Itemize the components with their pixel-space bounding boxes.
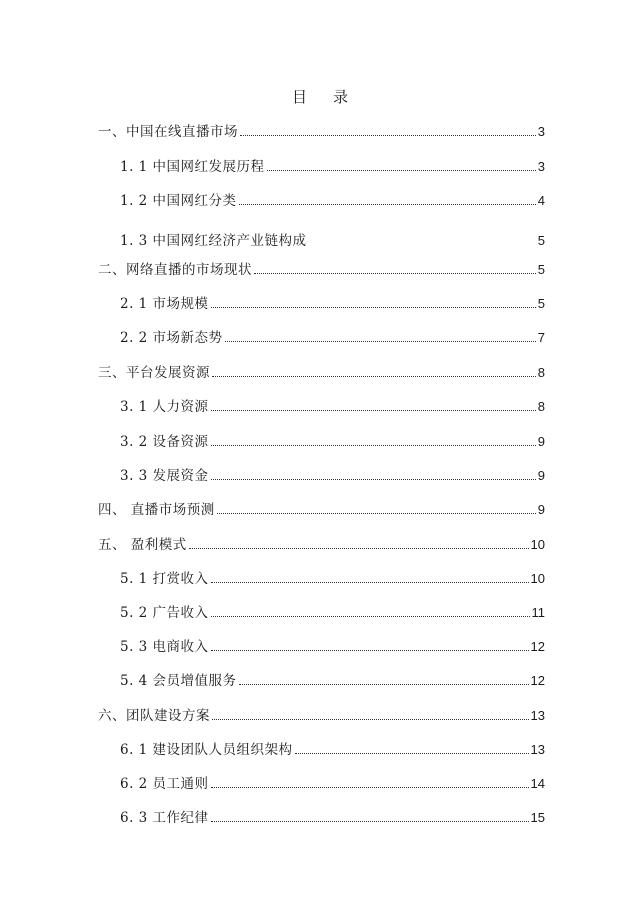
dot-leader <box>211 649 529 651</box>
toc-entry[interactable] <box>120 430 545 450</box>
toc-entry[interactable] <box>120 326 545 346</box>
toc-entry-page: 7 <box>537 330 545 345</box>
dot-leader <box>267 169 536 171</box>
toc-entry-label: 5. 2 广告收入 <box>120 605 209 621</box>
toc-entry-label: 一、中国在线直播市场 <box>98 124 238 140</box>
toc-entry[interactable] <box>120 189 545 209</box>
dot-leader <box>240 134 536 136</box>
toc-entry-label: 1. 3 中国网红经济产业链构成 <box>120 233 307 249</box>
toc-entry-page: 3 <box>537 159 545 174</box>
toc-entry-label: 五、 盈利模式 <box>98 537 187 553</box>
toc-entry-page: 10 <box>530 537 545 552</box>
toc-entry-page: 13 <box>530 708 545 723</box>
toc-entry-label: 2. 1 市场规模 <box>120 296 209 312</box>
dot-leader <box>225 340 536 342</box>
toc-entry-page: 4 <box>537 193 545 208</box>
dot-leader <box>211 786 529 788</box>
toc-entry-page: 12 <box>530 639 545 654</box>
toc-entry-label: 2. 2 市场新态势 <box>120 330 223 346</box>
toc-entry[interactable] <box>98 533 545 553</box>
toc-entry-page: 12 <box>530 673 545 688</box>
toc-entry-page: 8 <box>537 399 545 414</box>
toc-entry-page: 9 <box>537 468 545 483</box>
toc-entry-page: 13 <box>530 742 545 757</box>
dot-leader <box>211 820 529 822</box>
toc-entry-label: 6. 2 员工通则 <box>120 776 209 792</box>
toc-entry[interactable] <box>120 395 545 415</box>
toc-entry-label: 1. 2 中国网红分类 <box>120 193 237 209</box>
toc-entry-label: 6. 1 建设团队人员组织架构 <box>120 742 293 758</box>
toc-entry[interactable] <box>120 229 545 249</box>
toc-entry-label: 5. 1 打赏收入 <box>120 571 209 587</box>
dot-leader <box>211 478 536 480</box>
toc-entry[interactable] <box>120 806 545 826</box>
toc-entry-page: 11 <box>531 605 545 620</box>
toc-entry-label: 三、平台发展资源 <box>98 365 210 381</box>
toc-title-part1: 目 <box>291 88 307 106</box>
toc-entry-label: 5. 4 会员增值服务 <box>120 673 237 689</box>
toc-entry-page: 9 <box>537 434 545 449</box>
toc-entry[interactable] <box>120 772 545 792</box>
toc-entry-label: 四、 直播市场预测 <box>98 502 215 518</box>
dot-leader <box>217 512 536 514</box>
dot-leader <box>295 752 529 754</box>
toc-entry-label: 3. 3 发展资金 <box>120 468 209 484</box>
toc-entry-page: 3 <box>537 124 545 139</box>
toc-entry-label: 二、网络直播的市场现状 <box>98 262 252 278</box>
toc-entry-page: 5 <box>537 296 545 311</box>
toc-entry-label: 1. 1 中国网红发展历程 <box>120 159 265 175</box>
dot-leader <box>239 683 529 685</box>
toc-entry[interactable] <box>98 704 545 724</box>
dot-leader <box>211 409 536 411</box>
toc-entry[interactable] <box>98 498 545 518</box>
toc-entry[interactable] <box>120 601 545 621</box>
dot-leader <box>211 306 536 308</box>
toc-entry-label: 3. 2 设备资源 <box>120 434 209 450</box>
dot-leader <box>211 615 530 617</box>
toc-entry-label: 3. 1 人力资源 <box>120 399 209 415</box>
toc-entry-label: 5. 3 电商收入 <box>120 639 209 655</box>
toc-entry[interactable] <box>120 738 545 758</box>
toc-entry[interactable] <box>120 155 545 175</box>
dot-leader <box>254 272 536 274</box>
toc-entry-page: 15 <box>530 810 545 825</box>
toc-entry[interactable] <box>120 635 545 655</box>
dot-leader <box>211 581 529 583</box>
toc-entry-page: 14 <box>530 776 545 791</box>
dot-leader <box>211 444 536 446</box>
toc-entry-page: 10 <box>530 571 545 586</box>
dot-leader <box>309 244 536 245</box>
toc-entry[interactable] <box>120 669 545 689</box>
toc-entry[interactable] <box>98 120 545 140</box>
dot-leader <box>212 375 536 377</box>
toc-entry[interactable] <box>98 258 545 278</box>
toc-entry-label: 6. 3 工作纪律 <box>120 810 209 826</box>
toc-entry[interactable] <box>120 567 545 587</box>
dot-leader <box>212 718 529 720</box>
dot-leader <box>239 203 536 205</box>
dot-leader <box>189 547 529 549</box>
toc-entry[interactable] <box>120 464 545 484</box>
toc-entry[interactable] <box>98 361 545 381</box>
toc-title-part2: 录 <box>333 88 349 106</box>
toc-entry-label: 六、团队建设方案 <box>98 708 210 724</box>
toc-entry-page: 5 <box>537 233 545 248</box>
toc-entry-page: 5 <box>537 262 545 277</box>
toc-entry-page: 8 <box>537 365 545 380</box>
toc-entry[interactable] <box>120 292 545 312</box>
toc-entry-page: 9 <box>537 502 545 517</box>
